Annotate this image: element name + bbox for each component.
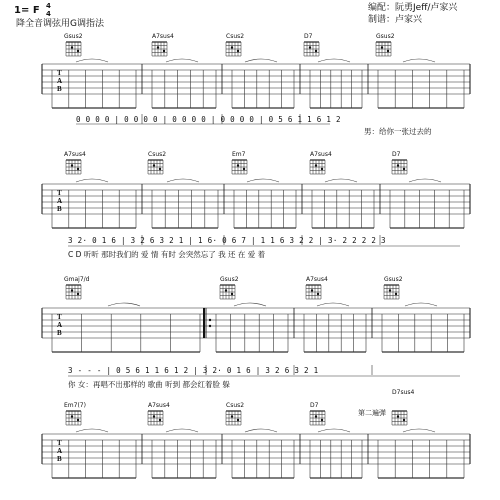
slur	[403, 59, 435, 62]
tab-letter: T	[57, 69, 62, 77]
slur	[166, 59, 198, 62]
slur	[405, 303, 437, 306]
section-label: 第二遍弹	[358, 409, 386, 417]
numbered-notation: 3 2· 0 1 6 | 3 2 6 3 2 1 | 1 6· 0 6 7 | 1 1 6 3 2 2 | 3· 2 2 2 2 3	[68, 236, 386, 245]
finger-dot	[321, 419, 323, 421]
slur	[108, 303, 140, 306]
slur	[247, 179, 279, 182]
slur	[234, 303, 266, 306]
chord-name: Gmaj7/d	[64, 276, 90, 283]
slur	[245, 429, 277, 432]
chord-name: D7	[304, 33, 313, 40]
slur	[167, 179, 199, 182]
finger-dot	[389, 289, 391, 291]
finger-dot	[397, 164, 399, 166]
finger-dot	[381, 46, 383, 48]
finger-dot	[77, 168, 79, 170]
slur	[166, 429, 198, 432]
chord-name: D7sus4	[392, 389, 415, 396]
repeat-dot	[209, 325, 211, 327]
tab-letter: B	[57, 205, 62, 213]
finger-dot	[403, 419, 405, 421]
slur	[76, 59, 108, 62]
chord-name: Gsus2	[376, 33, 395, 40]
tab-letter: B	[57, 329, 62, 337]
finger-dot	[71, 46, 73, 48]
finger-dot	[237, 164, 239, 166]
tab-letter: B	[57, 85, 62, 93]
repeat-dot	[209, 319, 211, 321]
chord-name: A7sus4	[152, 33, 174, 40]
key-signature: 1= F	[14, 5, 40, 16]
chord-name: Csus2	[226, 402, 245, 409]
chord-name: D7	[392, 151, 401, 158]
chord-name: A7sus4	[64, 151, 86, 158]
finger-dot	[153, 164, 155, 166]
chord-name: A7sus4	[310, 151, 332, 158]
chord-name: A7sus4	[306, 276, 328, 283]
tab-letter: A	[57, 77, 63, 85]
finger-dot	[77, 419, 79, 421]
finger-dot	[159, 168, 161, 170]
finger-dot	[157, 46, 159, 48]
tab-letter: T	[57, 439, 62, 447]
finger-dot	[159, 419, 161, 421]
chord-name: Gsus2	[384, 276, 403, 283]
finger-dot	[237, 419, 239, 421]
lyrics-line: 男：给你一张过去的	[364, 127, 432, 136]
lyrics-line: 你 女：再唱不出那样的 歌曲 听到 都会红着脸 躲	[68, 380, 230, 389]
chord-name: Gsus2	[220, 276, 239, 283]
slur	[325, 179, 357, 182]
finger-dot	[243, 168, 245, 170]
tab-letter: A	[57, 321, 63, 329]
slur	[409, 179, 441, 182]
finger-dot	[231, 46, 233, 48]
tab-letter: T	[57, 313, 62, 321]
finger-dot	[71, 415, 73, 417]
chord-name: Gsus2	[64, 33, 83, 40]
finger-dot	[403, 168, 405, 170]
numbered-notation: 0 0 0 0 | 0 0 0 0 | 0 0 0 0 | 0 0 0 0 | 0 5 6 1 1 6 1 2	[76, 115, 341, 124]
time-signature-bottom: 4	[46, 10, 51, 18]
finger-dot	[315, 50, 317, 52]
slur	[318, 59, 350, 62]
chord-name: Csus2	[226, 33, 245, 40]
finger-dot	[315, 415, 317, 417]
tab-letter: A	[57, 447, 63, 455]
finger-dot	[77, 50, 79, 52]
finger-dot	[397, 415, 399, 417]
chord-name: Em7(7)	[64, 402, 86, 409]
slur	[76, 429, 108, 432]
slur	[318, 429, 350, 432]
tab-letter: T	[57, 189, 62, 197]
lyrics-line: C D 听听 那时我们的 爱 情 有时 会突然忘了 我 还 在 爱 着	[68, 250, 266, 259]
finger-dot	[225, 289, 227, 291]
finger-dot	[163, 50, 165, 52]
finger-dot	[309, 46, 311, 48]
finger-dot	[231, 293, 233, 295]
slur	[245, 59, 277, 62]
chord-name: A7sus4	[148, 402, 170, 409]
finger-dot	[395, 293, 397, 295]
chord-name: D7	[310, 402, 319, 409]
finger-dot	[237, 50, 239, 52]
time-signature-top: 4	[46, 2, 51, 10]
tab-letter: A	[57, 197, 63, 205]
finger-dot	[317, 293, 319, 295]
numbered-notation: 3 - - - | 0 5 6 1 1 6 1 2 | 3 2· 0 1 6 | 3 2 6 3 2 1	[68, 366, 319, 375]
finger-dot	[77, 293, 79, 295]
chord-name: Csus2	[148, 151, 167, 158]
arranger-credit: 编配：阮勇Jeff/卢家兴	[368, 3, 458, 13]
slur	[317, 303, 349, 306]
finger-dot	[71, 164, 73, 166]
finger-dot	[387, 50, 389, 52]
finger-dot	[315, 164, 317, 166]
finger-dot	[321, 168, 323, 170]
finger-dot	[311, 289, 313, 291]
slur	[403, 429, 435, 432]
slur	[76, 179, 108, 182]
finger-dot	[231, 415, 233, 417]
finger-dot	[153, 415, 155, 417]
finger-dot	[71, 289, 73, 291]
tab-letter: B	[57, 455, 62, 463]
tuning-note: 降全音调弦用G调指法	[16, 19, 104, 29]
producer-credit: 制谱：卢家兴	[368, 15, 423, 25]
chord-name: Em7	[232, 151, 246, 158]
